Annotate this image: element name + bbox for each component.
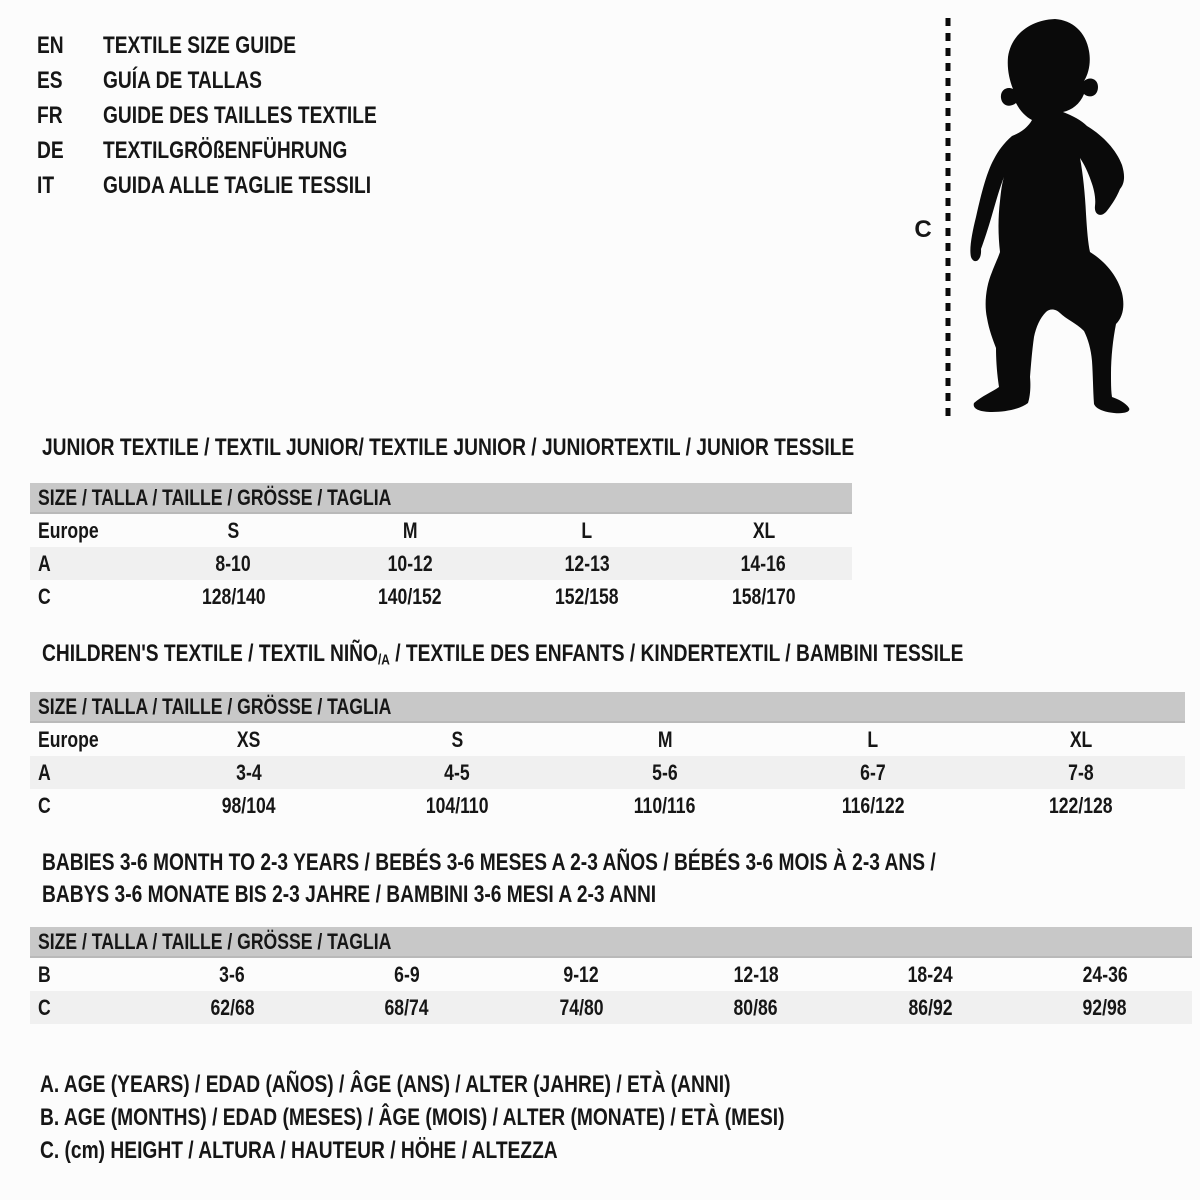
age-cell: 6-9 xyxy=(394,962,420,987)
children-size-header-bar xyxy=(30,692,1185,723)
height-cell: 158/170 xyxy=(731,584,796,609)
lang-code-it: IT xyxy=(37,172,55,199)
age-cell: 3-4 xyxy=(236,760,262,785)
lang-code-de: DE xyxy=(37,137,64,164)
lang-label-it: GUIDA ALLE TAGLIE TESSILI xyxy=(103,172,372,199)
size-cell: L xyxy=(867,727,879,752)
age-cell: 9-12 xyxy=(563,962,599,987)
size-cell: XS xyxy=(237,727,261,752)
junior-size-header-text: SIZE / TALLA / TAILLE / GRÖSSE / TAGLIA xyxy=(38,485,392,510)
lang-label-de: TEXTILGRÖßENFÜHRUNG xyxy=(103,137,348,164)
junior-row-europe xyxy=(30,514,852,547)
lang-code-en: EN xyxy=(37,32,64,59)
babies-size-header-text: SIZE / TALLA / TAILLE / GRÖSSE / TAGLIA xyxy=(38,929,392,954)
age-cell: 12-18 xyxy=(733,962,779,987)
height-cell: 104/110 xyxy=(425,793,489,818)
size-cell: M xyxy=(657,727,673,752)
lang-label-en: TEXTILE SIZE GUIDE xyxy=(103,32,297,59)
lang-row-es xyxy=(37,63,445,98)
height-cell: 80/86 xyxy=(733,995,778,1020)
babies-size-table xyxy=(30,927,1192,1024)
height-cell: 116/122 xyxy=(841,793,905,818)
baby-silhouette-icon xyxy=(966,18,1132,414)
children-size-header-text: SIZE / TALLA / TAILLE / GRÖSSE / TAGLIA xyxy=(38,694,392,719)
height-dashed-line xyxy=(945,16,951,418)
row-label: Europe xyxy=(38,727,99,752)
lang-code-fr: FR xyxy=(37,102,63,129)
babies-title-line2: BABYS 3-6 MONATE BIS 2-3 JAHRE / BAMBINI 3-6 MESI A 2-3 ANNI xyxy=(42,881,657,908)
children-section-title xyxy=(42,641,1194,673)
height-cell: 86/92 xyxy=(908,995,953,1020)
height-cell: 110/116 xyxy=(634,793,696,818)
babies-title-line1: BABIES 3-6 MONTH TO 2-3 YEARS / BEBÉS 3-6 MESES A 2-3 AÑOS / BÉBÉS 3-6 MOIS À 2-3 ANS / xyxy=(42,849,936,876)
legend-line-b: B. AGE (MONTHS) / EDAD (MESES) / ÂGE (MOIS) / ALTER (MONATE) / ETÀ (MESI) xyxy=(40,1104,785,1131)
junior-section-title xyxy=(42,435,1057,461)
lang-row-it xyxy=(37,168,445,203)
junior-row-height xyxy=(30,580,852,613)
row-label: C xyxy=(38,793,51,818)
language-list xyxy=(37,28,445,203)
age-cell: 24-36 xyxy=(1082,962,1128,987)
row-label: A xyxy=(38,760,51,785)
junior-size-header-bar xyxy=(30,483,852,514)
size-cell: L xyxy=(581,518,593,543)
height-cell: 92/98 xyxy=(1082,995,1127,1020)
babies-row-age xyxy=(30,958,1192,991)
lang-label-fr: GUIDE DES TAILLES TEXTILE xyxy=(103,102,377,129)
size-cell: XL xyxy=(752,518,775,543)
age-cell: 12-13 xyxy=(564,551,610,576)
size-cell: M xyxy=(402,518,418,543)
age-cell: 10-12 xyxy=(387,551,433,576)
junior-size-table xyxy=(30,483,852,613)
height-cell: 68/74 xyxy=(384,995,429,1020)
children-row-height xyxy=(30,789,1185,822)
children-row-europe xyxy=(30,723,1185,756)
figure-height-label: C xyxy=(914,216,932,243)
babies-size-header-bar xyxy=(30,927,1192,958)
legend-line-a: A. AGE (YEARS) / EDAD (AÑOS) / ÂGE (ANS) / ALTER (JAHRE) / ETÀ (ANNI) xyxy=(40,1071,731,1098)
row-label: C xyxy=(38,995,51,1020)
babies-row-height xyxy=(30,991,1192,1024)
row-label: C xyxy=(38,584,51,609)
age-cell: 3-6 xyxy=(219,962,245,987)
babies-section-title xyxy=(42,847,1159,911)
lang-row-de xyxy=(37,133,445,168)
age-cell: 8-10 xyxy=(215,551,251,576)
children-size-table xyxy=(30,692,1185,822)
height-cell: 122/128 xyxy=(1049,793,1113,818)
lang-code-es: ES xyxy=(37,67,63,94)
height-cell: 62/68 xyxy=(210,995,255,1020)
size-cell: S xyxy=(451,727,463,752)
age-cell: 5-6 xyxy=(652,760,678,785)
height-cell: 140/152 xyxy=(378,584,442,609)
height-cell: 98/104 xyxy=(222,793,276,818)
children-title-text: CHILDREN'S TEXTILE / TEXTIL NIÑO/A / TEXTILE DES ENFANTS / KINDERTEXTIL / BAMBINI TESSILE xyxy=(42,640,964,669)
children-row-age xyxy=(30,756,1185,789)
junior-row-age xyxy=(30,547,852,580)
age-cell: 4-5 xyxy=(444,760,470,785)
row-label: Europe xyxy=(38,518,99,543)
size-cell: S xyxy=(227,518,240,543)
legend-line-c: C. (cm) HEIGHT / ALTURA / HAUTEUR / HÖHE / ALTEZZA xyxy=(40,1137,558,1164)
height-cell: 152/158 xyxy=(555,584,619,609)
row-label: A xyxy=(38,551,51,576)
legend xyxy=(40,1068,971,1167)
lang-row-en xyxy=(37,28,445,63)
age-cell: 18-24 xyxy=(907,962,953,987)
height-cell: 74/80 xyxy=(559,995,604,1020)
lang-row-fr xyxy=(37,98,445,133)
lang-label-es: GUÍA DE TALLAS xyxy=(103,67,262,94)
age-cell: 14-16 xyxy=(741,551,787,576)
row-label: B xyxy=(38,962,51,987)
size-cell: XL xyxy=(1069,727,1093,752)
age-cell: 7-8 xyxy=(1068,760,1094,785)
height-cell: 128/140 xyxy=(201,584,266,609)
age-cell: 6-7 xyxy=(860,760,886,785)
junior-title-text: JUNIOR TEXTILE / TEXTIL JUNIOR/ TEXTILE JUNIOR / JUNIORTEXTIL / JUNIOR TESSILE xyxy=(42,434,855,461)
